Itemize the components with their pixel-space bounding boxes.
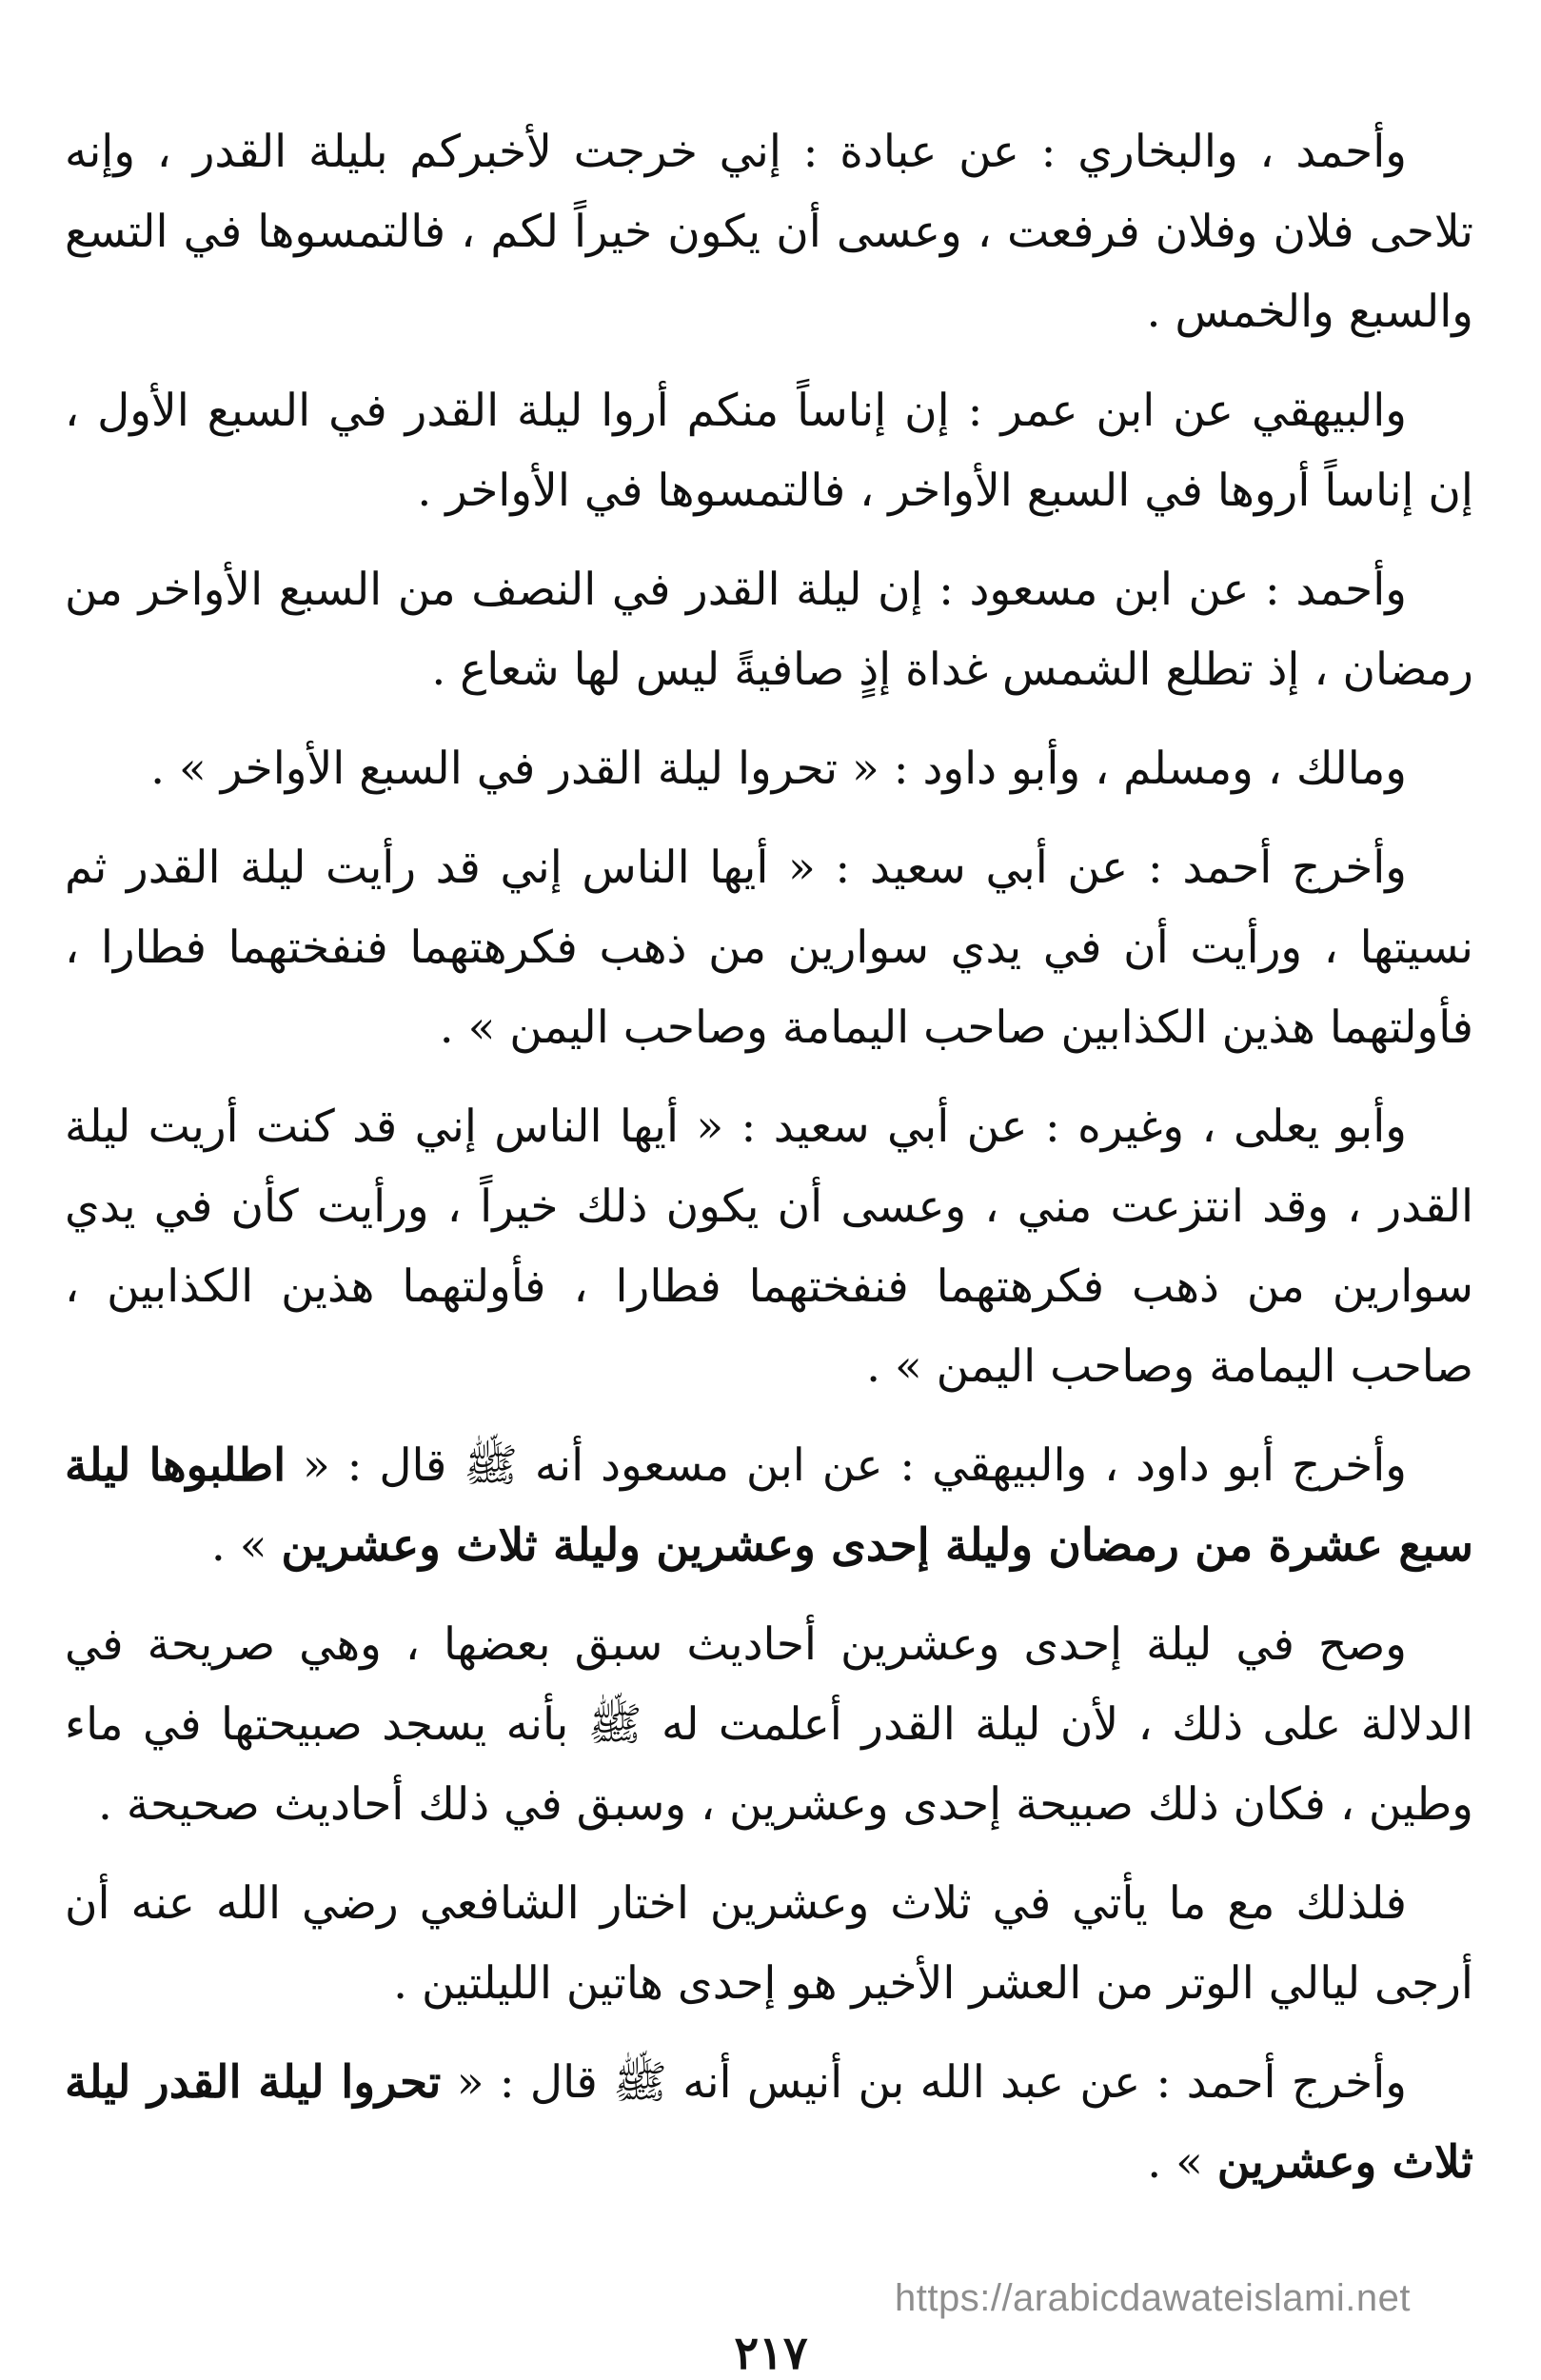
paragraph-2: والبيهقي عن ابن عمر : إن إناساً منكم أروا ليلة القدر في السبع الأول ، إن إناساً أروها في السبع الأواخر ، فالتمسوها في الأواخر . [65, 385, 1473, 517]
paragraph-4: ومالك ، ومسلم ، وأبو داود : « تحروا ليلة القدر في السبع الأواخر » . [150, 743, 1407, 795]
paragraph-10-end: » . [1147, 2136, 1217, 2189]
paragraph-7-end: » . [210, 1519, 282, 1572]
paragraph-7-hadith-bold: اطلبوها ليلة سبع عشرة من رمضان وليلة إحدى وعشرين وليلة ثلاث وعشرين [65, 1439, 1473, 1572]
paragraph-3: وأحمد : عن ابن مسعود : إن ليلة القدر في النصف من السبع الأواخر من رمضان ، إذ تطلع الشمس غداة إذٍ صافيةً ليس لها شعاع . [65, 564, 1473, 696]
paragraph-7 [65, 1426, 1473, 1586]
paragraph-10-intro: وأخرج أحمد : عن عبد الله بن أنيس أنه ﷺ قال : « [441, 2056, 1407, 2109]
paragraph-10-hadith-bold: تحروا ليلة القدر ليلة ثلاث وعشرين [65, 2056, 1473, 2189]
paragraph-10 [65, 2043, 1473, 2203]
watermark-url: https://arabicdawateislami.net [895, 2277, 1411, 2319]
paragraph-8: وصح في ليلة إحدى وعشرين أحاديث سبق بعضها ، وهي صريحة في الدلالة على ذلك ، لأن ليلة القدر أعلمت له ﷺ بأنه يسجد صبيحتها في ماء وطين ، فكان ذلك صبيحة إحدى وعشرين ، وسبق في ذلك أحاديث صحيحة . [65, 1618, 1473, 1831]
paragraph-9: فلذلك مع ما يأتي في ثلاث وعشرين اختار الشافعي رضي الله عنه أن أرجى ليالي الوتر من العشر الأخير هو إحدى هاتين الليلتين . [65, 1877, 1473, 2010]
body-text [65, 112, 1473, 2222]
paragraph-5: وأخرج أحمد : عن أبي سعيد : « أيها الناس إني قد رأيت ليلة القدر ثم نسيتها ، ورأيت أن في يدي سوارين من ذهب فكرهتهما فنفختهما فطارا ، فأولتهما هذين الكذابين صاحب اليمامة وصاحب اليمن » . [65, 842, 1473, 1054]
paragraph-7-intro: وأخرج أبو داود ، والبيهقي : عن ابن مسعود أنه ﷺ قال : « [286, 1439, 1407, 1492]
page-number: ٢١٧ [734, 2327, 808, 2380]
paragraph-1: وأحمد ، والبخاري : عن عبادة : إني خرجت لأخبركم بليلة القدر ، وإنه تلاحى فلان وفلان فرفعت ، وعسى أن يكون خيراً لكم ، فالتمسوها في التسع والسبع والخمس . [65, 126, 1473, 338]
paragraph-6: وأبو يعلى ، وغيره : عن أبي سعيد : « أيها الناس إني قد كنت أريت ليلة القدر ، وقد انتزعت مني ، وعسى أن يكون ذلك خيراً ، ورأيت كأن في يدي سوارين من ذهب فكرهتهما فنفختهما فطارا ، فأولتهما هذين الكذابين ، صاحب اليمامة وصاحب اليمن » . [65, 1101, 1473, 1393]
